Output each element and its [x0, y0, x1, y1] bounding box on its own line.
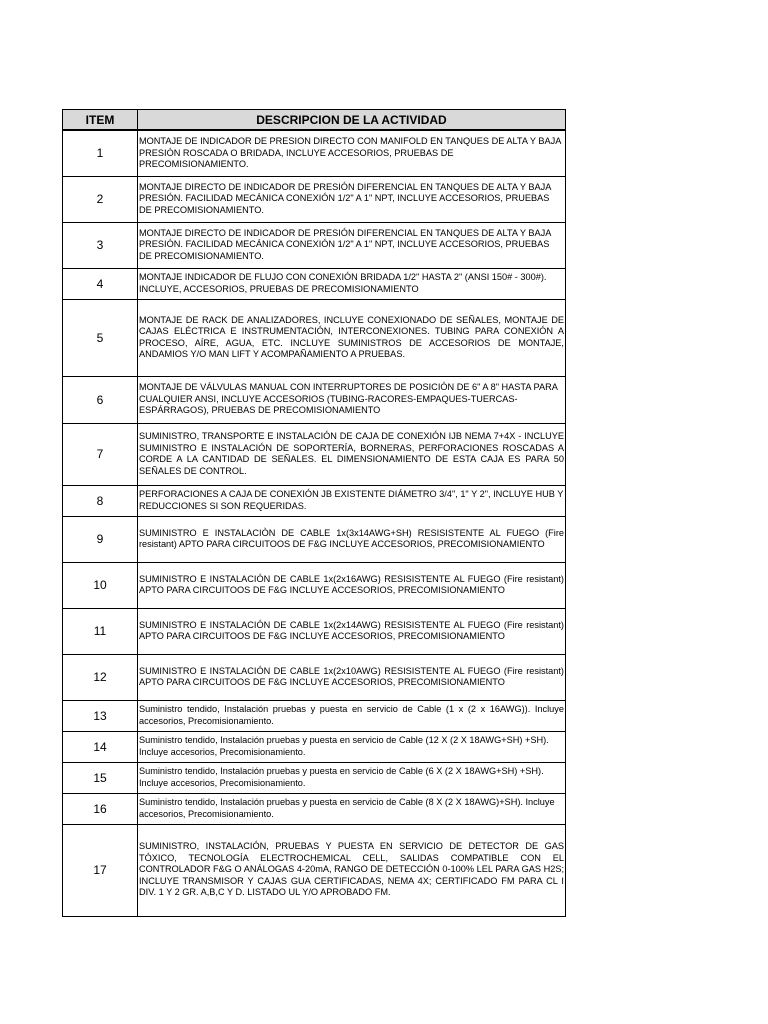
table-row — [63, 608, 566, 654]
description-text: SUMINISTRO E INSTALACIÓN DE CABLE 1x(2x16AWG) RESISISTENTE AL FUEGO (Fire resistant) APTO PARA CIRCUITOOS DE F&G INCLUYE ACCESORIOS, PRECOMISIONAMIENTO — [139, 573, 564, 595]
activity-description — [138, 423, 566, 485]
item-number: 12 — [63, 654, 138, 700]
item-number: 16 — [63, 793, 138, 824]
table-row — [63, 700, 566, 731]
table-header-row — [63, 110, 566, 131]
item-number: 8 — [63, 485, 138, 516]
item-number: 7 — [63, 423, 138, 485]
item-number: 14 — [63, 731, 138, 762]
description-text: SUMINISTRO E INSTALACIÒN DE CABLE 1x(3x14AWG+SH) RESISISTENTE AL FUEGO (Fire resistant) APTO PARA CIRCUITOOS DE F&G INCLUYE ACCESORIOS, PRECOMISIONAMIENTO — [139, 527, 564, 549]
header-item: ITEM — [63, 110, 138, 131]
activity-description — [138, 268, 566, 299]
table-row — [63, 824, 566, 916]
item-number: 5 — [63, 299, 138, 376]
description-text: MONTAJE DE RACK DE ANALIZADORES, INCLUYE CONEXIONADO DE SEÑALES, MONTAJE DE CAJAS ELÉCTRICA E INSTRUMENTACIÓN, INTERCONEXIONES. TUBING PARA CONEXIÓN A PROCESO, AÍRE, AGUA, ETC. INCLUYE SUMINISTROS DE ACCESORIOS DE MONTAJE, ANDAMIOS Y/O MAN LIFT Y ACOMPAÑAMIENTO A PRUEBAS. — [139, 314, 564, 359]
item-number: 6 — [63, 376, 138, 423]
activity-description — [138, 516, 566, 562]
table-row — [63, 376, 566, 423]
description-text: MONTAJE DIRECTO DE INDICADOR DE PRESIÓN DIFERENCIAL EN TANQUES DE ALTA Y BAJA PRESIÓN. FACILIDAD MECÁNICA CONEXIÓN 1/2" A 1" NPT, INCLUYE ACCESORIOS, PRUEBAS DE PRECOMISIONAMIENTO. — [139, 227, 551, 261]
item-number: 9 — [63, 516, 138, 562]
table-row — [63, 268, 566, 299]
item-number: 15 — [63, 762, 138, 793]
activity-description — [138, 824, 566, 916]
header-description: DESCRIPCION DE LA ACTIVIDAD — [138, 110, 566, 131]
table-row — [63, 423, 566, 485]
item-number: 4 — [63, 268, 138, 299]
activity-description — [138, 654, 566, 700]
table-row — [63, 485, 566, 516]
activity-description — [138, 299, 566, 376]
description-text: SUMINISTRO, INSTALACIÓN, PRUEBAS Y PUESTA EN SERVICIO DE DETECTOR DE GAS TÓXICO, TECNOLOGÍA ELECTROCHEMICAL CELL, SALIDAS COMPATIBLE CON EL CONTROLADOR F&G O ANÁLOGAS 4-20mA, RANGO DE DETECCIÓN 0-100% LEL PARA GAS H2S; INCLUYE TRANSMISOR Y CAJAS GUA CERTIFICADAS, NEMA 4X; CERTIFICADO FM PARA CL I DIV. 1 Y 2 GR. A,B,C Y D. LISTADO UL Y/O APROBADO FM. — [139, 841, 564, 898]
table-row — [63, 222, 566, 268]
activity-description — [138, 176, 566, 222]
table-row — [63, 130, 566, 176]
activity-description — [138, 562, 566, 608]
table-row — [63, 516, 566, 562]
activity-description — [138, 700, 566, 731]
activity-description — [138, 376, 566, 423]
table-row — [63, 731, 566, 762]
activity-description — [138, 793, 566, 824]
description-text: MONTAJE DE VÁLVULAS MANUAL CON INTERRUPTORES DE POSICIÓN DE 6" A 8" HASTA PARA CUALQUIER ANSI, INCLUYE ACCESORIOS (TUBING-RACORES-EMPAQUES-TUERCAS-ESPÁRRAGOS), PRUEBAS DE PRECOMISIONAMIENTO — [139, 382, 558, 416]
table-row — [63, 176, 566, 222]
description-text: MONTAJE DE INDICADOR DE PRESION DIRECTO CON MANIFOLD EN TANQUES DE ALTA Y BAJA PRESIÓN ROSCADA O BRIDADA, INCLUYE ACCESORIOS, PRUEBAS DE PRECOMISIONAMIENTO. — [139, 136, 561, 169]
description-text: PERFORACIONES A CAJA DE CONEXIÓN JB EXISTENTE DIÁMETRO 3/4", 1" Y 2", INCLUYE HUB Y REDUCCIONES SI SON REQUERIDAS. — [139, 489, 564, 511]
description-text: MONTAJE INDICADOR DE FLUJO CON CONEXIÓN BRIDADA 1/2" HASTA 2" (ANSI 150# - 300#). INCLUYE, ACCESORIOS, PRUEBAS DE PRECOMISIONAMIENTO — [139, 272, 547, 294]
item-number: 13 — [63, 700, 138, 731]
description-text: Suministro tendido, Instalación pruebas y puesta en servicio de Cable (12 X (2 X 18AWG+SH) +SH). Incluye accesorios, Precomisionamiento. — [139, 735, 549, 757]
table-row — [63, 299, 566, 376]
description-text: SUMINISTRO, TRANSPORTE E INSTALACIÓN DE CAJA DE CONEXIÓN IJB NEMA 7+4X - INCLUYE SUMINISTRO E INSTALACIÓN DE SOPORTERÍA, BORNERAS, PERFORACIONES ROSCADAS A CORDE A LA CANTIDAD DE SEÑALES. EL DIMENSIONAMIENTO DE ESTA CAJA ES PARA 50 SEÑALES DE CONTROL. — [139, 431, 564, 476]
description-text: MONTAJE DIRECTO DE INDICADOR DE PRESIÓN DIFERENCIAL EN TANQUES DE ALTA Y BAJA PRESIÓN. FACILIDAD MECÁNICA CONEXIÓN 1/2" A 1" NPT, INCLUYE ACCESORIOS, PRUEBAS DE PRECOMISIONAMIENTO. — [139, 181, 551, 215]
activity-description — [138, 608, 566, 654]
table-row — [63, 562, 566, 608]
activity-description — [138, 222, 566, 268]
item-number: 2 — [63, 176, 138, 222]
item-number: 11 — [63, 608, 138, 654]
description-text: SUMINISTRO E INSTALACIÓN DE CABLE 1x(2x14AWG) RESISISTENTE AL FUEGO (Fire resistant) APTO PARA CIRCUITOOS DE F&G INCLUYE ACCESORIOS, PRECOMISIONAMIENTO — [139, 619, 564, 641]
table-row — [63, 762, 566, 793]
description-text: Suministro tendido, Instalación pruebas y puesta en servicio de Cable (1 x (2 x 16AWG)). Incluye accesorios, Precomisionamiento. — [139, 704, 564, 726]
item-number: 3 — [63, 222, 138, 268]
activity-description — [138, 485, 566, 516]
activity-description — [138, 762, 566, 793]
description-text: Suministro tendido, Instalación pruebas y puesta en servicio de Cable (6 X (2 X 18AWG+SH) +SH). Incluye accesorios, Precomisionamiento. — [139, 766, 544, 788]
table-row — [63, 793, 566, 824]
activity-description — [138, 731, 566, 762]
table-row — [63, 654, 566, 700]
description-text: Suministro tendido, Instalación pruebas y puesta en servicio de Cable (8 X (2 X 18AWG)+SH). Incluye accesorios, Precomisionamiento. — [139, 797, 555, 819]
item-number: 17 — [63, 824, 138, 916]
description-text: SUMINISTRO E INSTALACIÓN DE CABLE 1x(2x10AWG) RESISISTENTE AL FUEGO (Fire resistant) APTO PARA CIRCUITOOS DE F&G INCLUYE ACCESORIOS, PRECOMISIONAMIENTO — [139, 665, 564, 687]
item-number: 10 — [63, 562, 138, 608]
activity-table — [62, 109, 566, 917]
activity-description — [138, 130, 566, 176]
item-number: 1 — [63, 130, 138, 176]
